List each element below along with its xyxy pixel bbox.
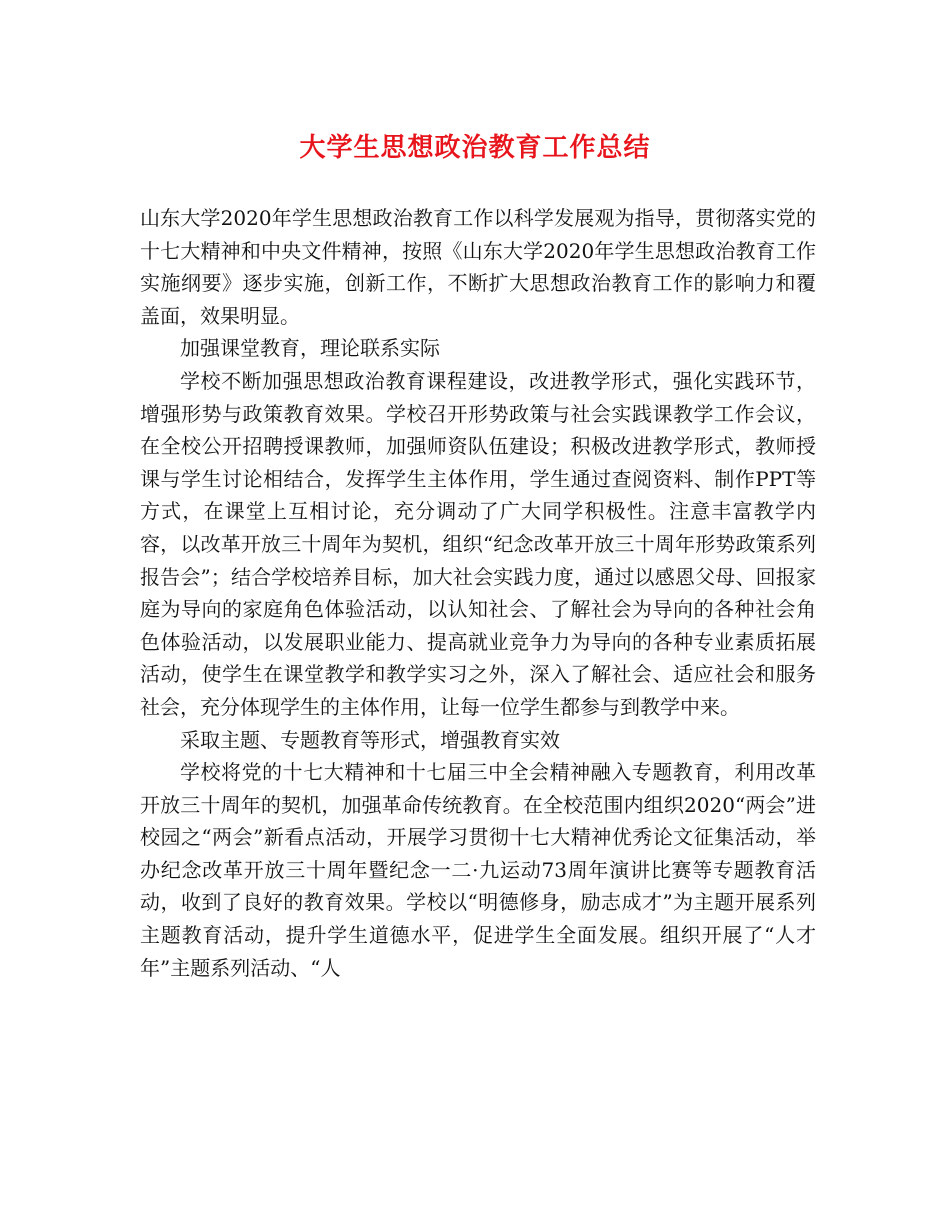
intro-paragraph: 山东大学2020年学生思想政治教育工作以科学发展观为指导，贯彻落实党的十七大精神和中央文件精神，按照《山东大学2020年学生思想政治教育工作实施纲要》逐步实施，创新工作，不断扩大思想政治教育工作的影响力和覆盖面，效果明显。 (140, 206, 816, 328)
section-heading-classroom: 加强课堂教育，理论联系实际 (180, 336, 440, 361)
thematic-paragraph: 学校将党的十七大精神和十七届三中全会精神融入专题教育，利用改革开放三十周年的契机，加强革命传统教育。在全校范围内组织2020“两会”进校园之“两会”新看点活动，开展学习贯彻十七大精神优秀论文征集活动，举办纪念改革开放三十周年暨纪念一二·九运动73周年演讲比赛等专题教育活动，收到了良好的教育效果。学校以“明德修身，励志成才”为主题开展系列主题教育活动，提升学生道德水平，促进学生全面发展。组织开展了“人才年”主题系列活动、“人 (140, 760, 816, 980)
classroom-paragraph: 学校不断加强思想政治教育课程建设，改进教学形式，强化实践环节，增强形势与政策教育效果。学校召开形势政策与社会实践课教学工作会议，在全校公开招聘授课教师，加强师资队伍建设；积极改进教学形式，教师授课与学生讨论相结合，发挥学生主体作用，学生通过查阅资料、制作PPT等方式，在课堂上互相讨论，充分调动了广大同学积极性。注意丰富教学内容，以改革开放三十周年为契机，组织“纪念改革开放三十周年形势政策系列报告会”；结合学校培养目标，加大社会实践力度，通过以感恩父母、回报家庭为导向的家庭角色体验活动，以认知社会、了解社会为导向的各种社会角色体验活动，以发展职业能力、提高就业竞争力为导向的各种专业素质拓展活动，使学生在课堂教学和教学实习之外，深入了解社会、适应社会和服务社会，充分体现学生的主体作用，让每一位学生都参与到教学中来。 (140, 368, 816, 719)
section-heading-thematic: 采取主题、专题教育等形式，增强教育实效 (180, 727, 560, 752)
document-body (140, 202, 816, 984)
document-title: 大学生思想政治教育工作总结 (299, 133, 651, 163)
